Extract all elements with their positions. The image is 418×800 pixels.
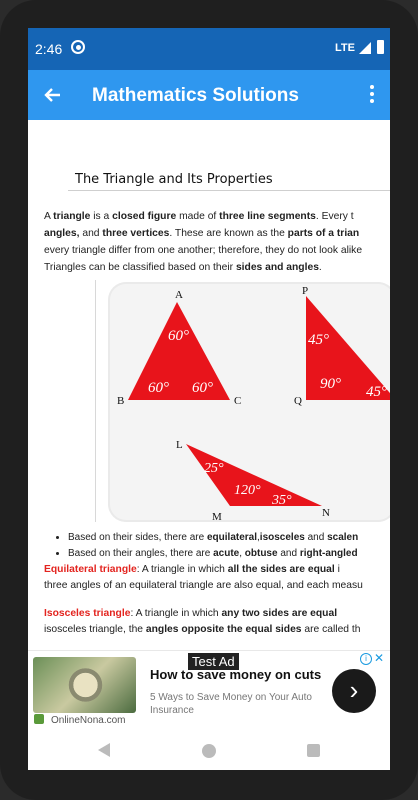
triangle-abc xyxy=(128,302,230,400)
ad-close-icon[interactable]: ✕ xyxy=(373,651,384,665)
list-item: • Based on their sides, there are equilateral,isosceles and scalen xyxy=(68,530,358,546)
angle-label: 60° xyxy=(148,380,169,396)
angle-label: 120° xyxy=(234,483,261,498)
intro-line: angles, and three vertices. These are known as the parts of a trian xyxy=(44,228,360,239)
intro-line: every triangle differ from one another; therefore, they do not look alike xyxy=(44,245,363,256)
test-ad-badge: Test Ad xyxy=(188,653,239,670)
angle-label: 25° xyxy=(204,461,224,476)
vertex-label: M xyxy=(212,511,222,522)
ad-source-icon xyxy=(34,714,44,724)
isosceles-definition: Isosceles triangle: A triangle in which any two sides are equal isosceles triangle, the angles opposite the equal sides are called th xyxy=(44,608,361,635)
figure-border xyxy=(95,280,96,522)
vertex-label: C xyxy=(234,395,242,407)
triangles-illustration xyxy=(108,282,390,522)
document-view[interactable] xyxy=(28,120,390,650)
angle-label: 45° xyxy=(366,384,387,400)
screen xyxy=(28,28,390,770)
intro-line: Triangles can be classified based on their sides and angles. xyxy=(44,262,322,273)
status-time: 2:46 xyxy=(35,41,63,57)
angle-label: 60° xyxy=(168,328,189,344)
ad-image[interactable] xyxy=(33,657,136,713)
title-divider xyxy=(68,190,390,191)
vertex-label: P xyxy=(302,285,309,297)
back-arrow-icon[interactable] xyxy=(42,84,64,106)
sync-icon xyxy=(71,40,85,54)
page-title: The Triangle and Its Properties xyxy=(75,172,273,187)
app-bar xyxy=(28,70,390,120)
term-isosceles: Isosceles triangle xyxy=(44,608,131,619)
signal-icon xyxy=(359,42,371,54)
vertex-label: Q xyxy=(294,395,302,407)
overflow-menu-icon[interactable] xyxy=(364,83,380,107)
nav-home-icon[interactable] xyxy=(202,744,216,758)
nav-back-icon[interactable] xyxy=(98,743,110,757)
angle-label: 35° xyxy=(272,493,292,508)
triangles-figure xyxy=(108,282,390,522)
chevron-right-icon[interactable]: › xyxy=(332,669,376,713)
vertex-label: N xyxy=(322,507,330,519)
status-bar xyxy=(28,28,390,70)
angle-label: 45° xyxy=(308,332,329,348)
vertex-label: A xyxy=(175,289,183,301)
app-title: Mathematics Solutions xyxy=(92,85,299,106)
intro-paragraph xyxy=(44,208,390,276)
intro-line: A triangle is a closed figure made of three line segments. Every t xyxy=(44,211,354,222)
system-nav-bar xyxy=(28,730,390,770)
angle-label: 60° xyxy=(192,380,213,396)
term-equilateral: Equilateral triangle xyxy=(44,564,137,575)
ad-description[interactable]: 5 Ways to Save Money on Your Auto Insurance xyxy=(150,692,312,716)
nav-recents-icon[interactable] xyxy=(307,744,320,757)
angle-label: 90° xyxy=(320,376,341,392)
vertex-label: B xyxy=(117,395,125,407)
ad-source[interactable]: OnlineNona.com xyxy=(51,715,126,726)
ad-banner[interactable] xyxy=(28,650,390,731)
battery-icon xyxy=(377,40,384,54)
vertex-label: L xyxy=(176,439,183,451)
classification-list xyxy=(50,530,358,562)
ad-headline[interactable]: How to save money on cuts xyxy=(150,667,322,682)
network-type: LTE xyxy=(335,42,355,54)
equilateral-definition: Equilateral triangle: A triangle in which all the sides are equal i three angles of an equilateral triangle are also equal, and each measu xyxy=(44,564,363,591)
ad-info-icon[interactable]: i xyxy=(360,653,372,665)
list-item: • Based on their angles, there are acute, obtuse and right-angled xyxy=(68,546,358,562)
